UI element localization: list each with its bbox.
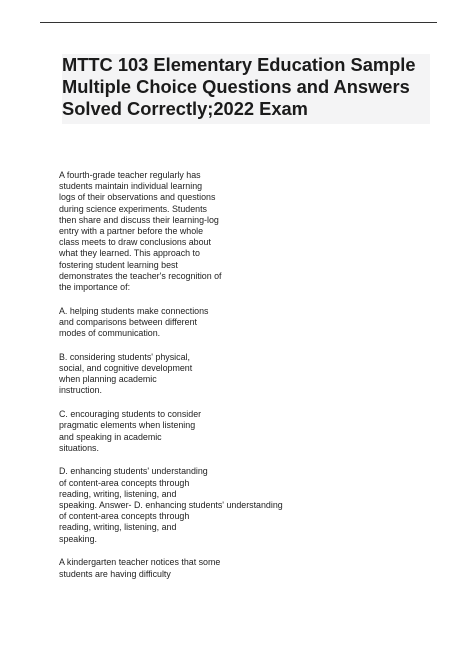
title-line: Multiple Choice Questions and Answers <box>62 76 410 97</box>
text-line: during science experiments. Students <box>59 203 207 214</box>
text-line: students are having difficulty <box>59 568 171 579</box>
question-1-option-c <box>59 409 449 454</box>
text-line: what they learned. This approach to <box>59 248 200 259</box>
text-line: B. considering students' physical, <box>59 351 190 362</box>
text-line: logs of their observations and questions <box>59 192 216 203</box>
text-line: speaking. <box>59 533 97 544</box>
text-line: A. helping students make connections <box>59 305 209 316</box>
text-line: A fourth-grade teacher regularly has <box>59 170 201 180</box>
question-1-option-a <box>59 306 449 340</box>
text-line: and speaking in academic <box>59 431 162 442</box>
text-line: the importance of: <box>59 282 131 293</box>
text-line: demonstrates the teacher's recognition of <box>59 270 222 281</box>
text-line: D. enhancing students' understanding <box>59 466 208 477</box>
text-line: reading, writing, listening, and <box>59 488 177 499</box>
header-rule <box>40 22 437 23</box>
text-line: fostering student learning best <box>59 259 178 270</box>
text-line: reading, writing, listening, and <box>59 522 177 533</box>
text-line: A kindergarten teacher notices that some <box>59 557 221 568</box>
text-line: C. encouraging students to consider <box>59 409 202 420</box>
text-line: of content-area concepts through <box>59 477 190 488</box>
text-line: speaking. Answer- D. enhancing students' understanding <box>59 500 283 511</box>
title-line: Solved Correctly;2022 Exam <box>62 98 308 119</box>
question-2-stem <box>59 557 449 579</box>
text-line: social, and cognitive development <box>59 363 193 374</box>
text-line: entry with a partner before the whole <box>59 226 204 237</box>
text-line: situations. <box>59 442 99 453</box>
text-line: instruction. <box>59 385 102 396</box>
title-line: MTTC 103 Elementary Education Sample <box>62 54 416 75</box>
text-line: then share and discuss their learning-log <box>59 214 219 225</box>
text-line: students maintain individual learning <box>59 181 203 192</box>
question-1-option-b <box>59 352 449 397</box>
question-1-stem <box>59 170 449 293</box>
document-body <box>59 170 449 592</box>
text-line: modes of communication. <box>59 328 161 339</box>
question-1-option-d <box>59 466 449 544</box>
text-line: and comparisons between different <box>59 316 197 327</box>
text-line: when planning academic <box>59 374 157 385</box>
document-title <box>62 54 430 124</box>
text-line: pragmatic elements when listening <box>59 420 196 431</box>
text-line: of content-area concepts through <box>59 511 190 522</box>
text-line: class meets to draw conclusions about <box>59 237 211 248</box>
